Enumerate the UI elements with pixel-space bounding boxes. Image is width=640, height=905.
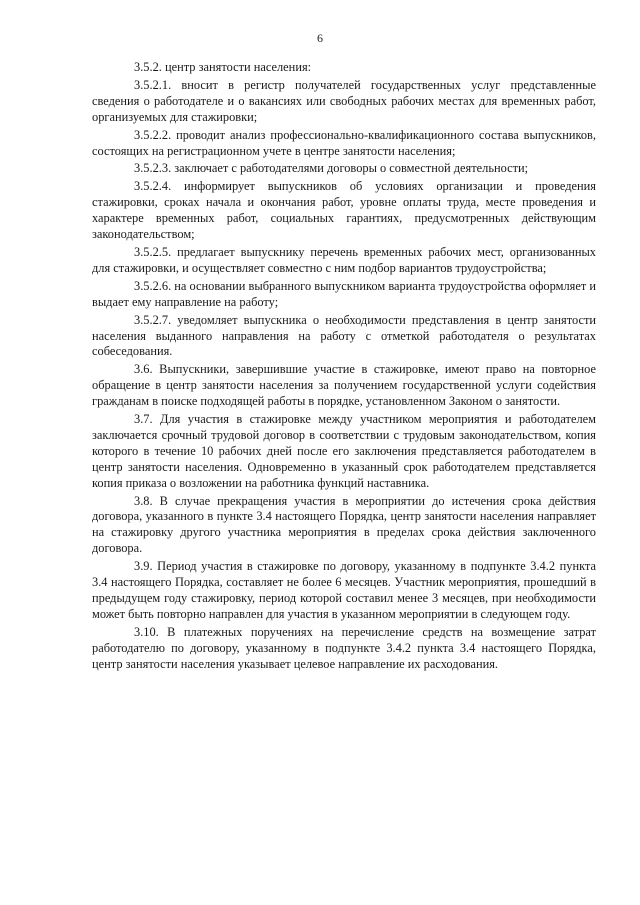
- page-number: 6: [317, 31, 323, 45]
- paragraph-3-5-2-2: 3.5.2.2. проводит анализ профессионально-квалификационного состава выпускников, состоящих на регистрационном учете в центре занятости населения;: [92, 127, 596, 158]
- paragraph-3-5-2-6: 3.5.2.6. на основании выбранного выпускником варианта трудоустройства оформляет и выдает ему направление на работу;: [92, 278, 596, 309]
- paragraph-3-9: 3.9. Период участия в стажировке по договору, указанному в подпункте 3.4.2 пункта 3.4 настоящего Порядка, составляет не более 6 месяцев. Участник мероприятия, прошедший в предыдущем году стажировку, период которой составил менее 3 месяцев, при необходимости может быть повторно направлен для участия в указанном мероприятии в следующем году.: [92, 559, 596, 621]
- paragraph-3-10: 3.10. В платежных поручениях на перечисление средств на возмещение затрат работодателю по договору, указанному в подпункте 3.4.2 пункта 3.4 настоящего Порядка, центр занятости населения указывает целевое направление их расходования.: [92, 624, 596, 671]
- paragraph-3-7: 3.7. Для участия в стажировке между участником мероприятия и работодателем заключается срочный трудовой договор в соответствии с трудовым законодательством, копия которого в течение 10 рабочих дней после его заключения представляется работодателем в центр занятости населения. Одновременно в указанный срок работодателем представляется копия приказа о возложении на работника функций наставника.: [92, 412, 596, 490]
- paragraph-3-5-2: 3.5.2. центр занятости населения:: [134, 60, 312, 74]
- paragraph-3-5-2-4: 3.5.2.4. информирует выпускников об условиях организации и проведения стажировки, сроках начала и окончания работ, уровне оплаты труда, месте проведения и характере временных работ, социальных гарантиях, предусмотренных действующим законодательством;: [92, 179, 596, 242]
- paragraph-3-5-2-1: 3.5.2.1. вносит в регистр получателей государственных услуг представленные сведения о работодателе и о вакансиях или свободных рабочих местах для временных работ, организуемых для стажировки;: [92, 77, 596, 124]
- document-body: [92, 60, 596, 673]
- paragraph-3-5-2-7: 3.5.2.7. уведомляет выпускника о необходимости представления в центр занятости населения выданного направления на работу с отметкой работодателя о результатах собеседования.: [92, 312, 596, 359]
- paragraph-3-5-2-3: 3.5.2.3. заключает с работодателями договоры о совместной деятельности;: [134, 161, 529, 176]
- paragraph-3-6: 3.6. Выпускники, завершившие участие в стажировке, имеют право на повторное обращение в центр занятости населения за получением государственной услуги содействия гражданам в поиске подходящей работы в порядке, установленном Законом о занятости.: [92, 362, 596, 409]
- paragraph-3-5-2-5: 3.5.2.5. предлагает выпускнику перечень временных рабочих мест, организованных для стажировки, и осуществляет совместно с ним подбор вариантов трудоустройства;: [92, 244, 596, 275]
- paragraph-3-8: 3.8. В случае прекращения участия в мероприятии до истечения срока действия договора, указанного в пункте 3.4 настоящего Порядка, центр занятости населения направляет на стажировку другого участника мероприятия в пределах срока действия заключенного договора.: [92, 493, 596, 556]
